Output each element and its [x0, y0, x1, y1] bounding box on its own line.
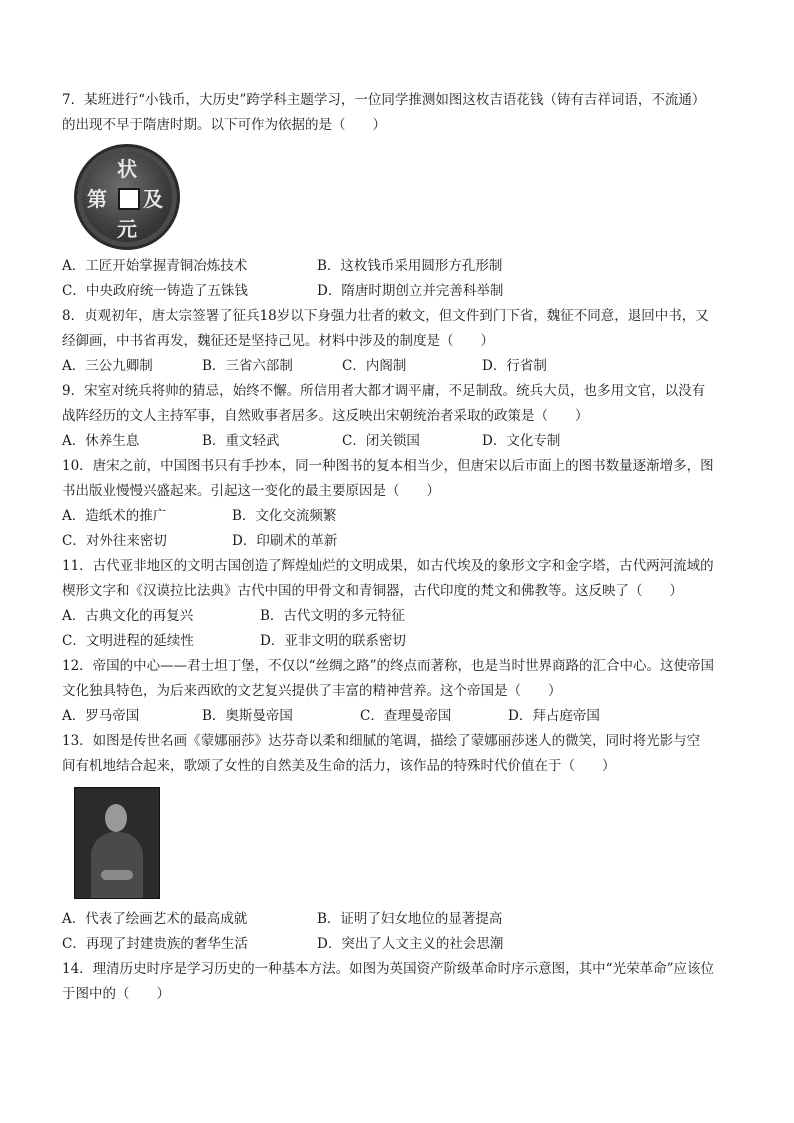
option-d[interactable]: D．突出了人文主义的社会思潮 — [317, 936, 504, 952]
question-stem-line: 8．贞观初年，唐太宗签署了征兵18岁以下身强力壮者的敕文，但文件到门下省，魏征不同意，退回中书，又 — [62, 308, 709, 324]
question-stem-line: 11．古代亚非地区的文明古国创造了辉煌灿烂的文明成果，如古代埃及的象形文字和金字塔，古代两河流域的 — [62, 558, 714, 574]
question-stem-line: 文化独具特色，为后来西欧的文艺复兴提供了丰富的精神营养。这个帝国是（ ） — [62, 683, 562, 699]
option-c[interactable]: C．闭关锁国 — [342, 433, 420, 449]
question-stem-line: 战阵经历的文人主持军事，自然败事者居多。这反映出宋朝统治者采取的政策是（ ） — [62, 408, 589, 424]
question-stem-line: 7．某班进行“小钱币，大历史”跨学科主题学习，一位同学推测如图这枚吉语花钱（铸有吉祥词语，不流通） — [62, 92, 706, 108]
question-stem-line: 13．如图是传世名画《蒙娜丽莎》达芬奇以柔和细腻的笔调，描绘了蒙娜丽莎迷人的微笑，同时将光影与空 — [62, 733, 701, 749]
option-b[interactable]: B．奥斯曼帝国 — [202, 708, 293, 724]
option-a[interactable]: A．造纸术的推广 — [62, 508, 167, 524]
coin-figure — [74, 144, 742, 250]
option-c[interactable]: C．对外往来密切 — [62, 533, 167, 549]
option-b[interactable]: B．证明了妇女地位的显著提高 — [317, 911, 503, 927]
option-d[interactable]: D．隋唐时期创立并完善科举制 — [317, 283, 504, 299]
question-stem-line: 经御画，中书省再发，魏征还是坚持己见。材料中涉及的制度是（ ） — [62, 333, 494, 349]
question-10 — [62, 454, 742, 554]
question-8 — [62, 304, 742, 379]
question-stem-line: 14．理清历史时序是学习历史的一种基本方法。如图为英国资产阶级革命时序示意图，其中“光荣革命”应该位 — [62, 961, 714, 977]
option-b[interactable]: B．这枚钱币采用圆形方孔形制 — [317, 258, 503, 274]
options-row — [62, 704, 742, 729]
options-row — [62, 504, 742, 529]
question-9 — [62, 379, 742, 454]
painting-figure-face — [105, 804, 127, 832]
coin-char-top: 状 — [117, 157, 137, 181]
options-row — [62, 604, 742, 629]
options-row — [62, 429, 742, 454]
coin-char-bottom: 元 — [117, 217, 137, 241]
question-13 — [62, 729, 742, 957]
options-row — [62, 279, 742, 304]
question-stem-line: 书出版业慢慢兴盛起来。引起这一变化的最主要原因是（ ） — [62, 483, 440, 499]
option-b[interactable]: B．文化交流频繁 — [232, 508, 337, 524]
option-b[interactable]: B．重文轻武 — [202, 433, 280, 449]
question-stem-line: 9．宋室对统兵将帅的猜忌，始终不懈。所信用者大都才调平庸，不足制敌。统兵大员，也多用文官，以没有 — [62, 383, 706, 399]
option-d[interactable]: D．亚非文明的联系密切 — [260, 633, 406, 649]
option-d[interactable]: D．文化专制 — [482, 433, 561, 449]
option-a[interactable]: A．工匠开始掌握青铜冶炼技术 — [62, 258, 248, 274]
option-d[interactable]: D．拜占庭帝国 — [508, 708, 600, 724]
question-12 — [62, 654, 742, 729]
option-c[interactable]: C．内阁制 — [342, 358, 407, 374]
option-d[interactable]: D．印刷术的革新 — [232, 533, 338, 549]
mona-lisa-figure — [74, 787, 742, 899]
coin-char-left: 及 — [143, 187, 163, 211]
coin-image — [74, 144, 180, 250]
coin-square-hole — [118, 188, 140, 210]
question-14 — [62, 957, 742, 1007]
painting-figure-body — [91, 832, 143, 899]
option-b[interactable]: B．古代文明的多元特征 — [260, 608, 405, 624]
option-a[interactable]: A．三公九卿制 — [62, 358, 153, 374]
option-b[interactable]: B．三省六部制 — [202, 358, 293, 374]
option-a[interactable]: A．罗马帝国 — [62, 708, 140, 724]
question-stem-line: 12．帝国的中心——君士坦丁堡，不仅以“丝绸之路”的终点而著称，也是当时世界商路的汇合中心。这使帝国 — [62, 658, 714, 674]
options-row — [62, 629, 742, 654]
question-7 — [62, 88, 742, 304]
question-stem-line: 10．唐宋之前，中国图书只有手抄本，同一种图书的复本相当少，但唐宋以后市面上的图书数量逐渐增多，图 — [62, 458, 714, 474]
option-a[interactable]: A．休养生息 — [62, 433, 140, 449]
mona-lisa-image — [74, 787, 160, 899]
question-stem-line: 楔形文字和《汉谟拉比法典》古代中国的甲骨文和青铜器，古代印度的梵文和佛教等。这反映了（ ） — [62, 583, 683, 599]
options-row — [62, 254, 742, 279]
option-a[interactable]: A．古典文化的再复兴 — [62, 608, 194, 624]
painting-figure-hands — [101, 870, 133, 880]
options-row — [62, 529, 742, 554]
option-d[interactable]: D．行省制 — [482, 358, 547, 374]
question-stem-line: 间有机地结合起来，歌颂了女性的自然美及生命的活力，该作品的特殊时代价值在于（ ） — [62, 758, 616, 774]
question-11 — [62, 554, 742, 654]
options-row — [62, 907, 742, 932]
option-c[interactable]: C．中央政府统一铸造了五铢钱 — [62, 283, 248, 299]
options-row — [62, 932, 742, 957]
coin-char-right: 第 — [87, 187, 107, 211]
option-c[interactable]: C．文明进程的延续性 — [62, 633, 194, 649]
options-row — [62, 354, 742, 379]
option-a[interactable]: A．代表了绘画艺术的最高成就 — [62, 911, 248, 927]
option-c[interactable]: C．查理曼帝国 — [360, 708, 452, 724]
question-stem-line: 于图中的（ ） — [62, 986, 170, 1002]
option-c[interactable]: C．再现了封建贵族的奢华生活 — [62, 936, 248, 952]
exam-page — [62, 88, 742, 1007]
question-stem-line: 的出现不早于隋唐时期。以下可作为依据的是（ ） — [62, 117, 386, 133]
